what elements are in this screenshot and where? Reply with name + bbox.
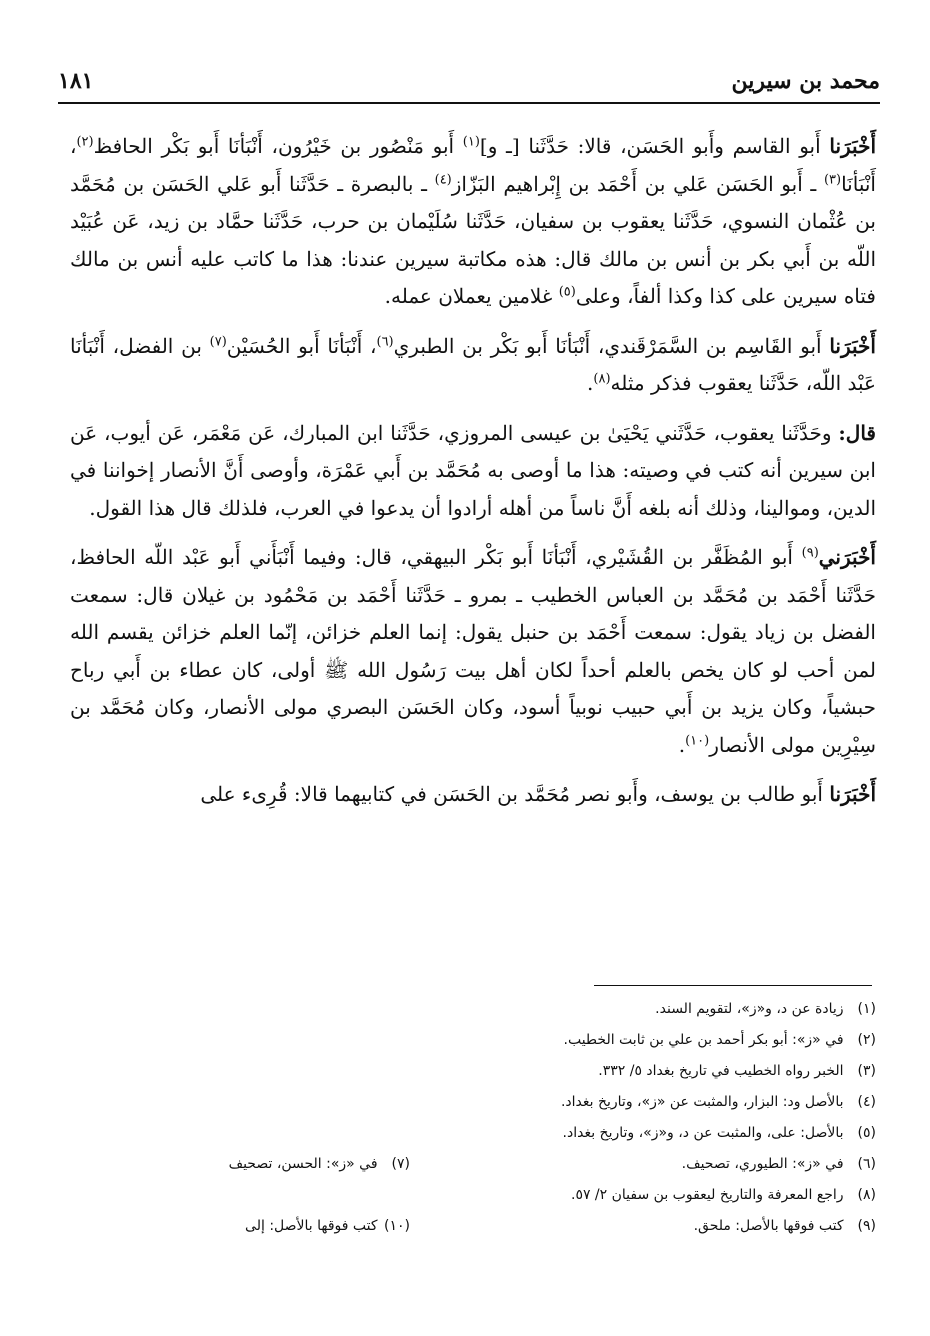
footnotes [80, 994, 876, 1242]
page-number: ١٨١ [58, 68, 94, 94]
footnote-rule [594, 985, 872, 986]
paragraph-text: أَبو طالب بن يوسف، وأَبو نصر مُحَمَّد بن الحَسَن في كتابيهما قالا: قُرِىء على [200, 782, 830, 806]
paragraph [70, 776, 876, 814]
main-text [70, 128, 876, 826]
footnote-text: زيادة عن د، و«ز»، لتقويم السند. [655, 1001, 848, 1017]
footnote [80, 1025, 876, 1056]
footnote-text: في «ز»: الطيوري، تصحيف. [681, 1156, 848, 1172]
footnote-number: (٣) [857, 1063, 876, 1079]
footnote [80, 994, 876, 1025]
page-header [58, 66, 880, 96]
footnote-reference: (١) [462, 134, 480, 150]
footnote-text: كتب فوقها بالأصل: إلى [245, 1218, 382, 1234]
paragraph-lead: قال: [838, 420, 876, 445]
footnote [80, 1180, 876, 1211]
paragraph-text: بن الفضل، أَنْبَأنَا عَبْد اللّه، حَدَّثَنا يعقوب فذكر مثله [70, 333, 876, 395]
footnote-number: (٦) [857, 1156, 876, 1172]
paragraph-text: أَبو مَنْصُور بن خَيْرُون، أَنْبَأنَا أَبو بَكْر الحافظ [93, 134, 463, 158]
footnote-secondary [80, 1149, 410, 1180]
footnote-number: (٨) [857, 1187, 876, 1203]
footnote-number: (٢) [857, 1032, 876, 1048]
paragraph [70, 539, 876, 764]
footnote-number: (١٠) [384, 1218, 410, 1234]
footnote [80, 1211, 876, 1242]
footnote-number: (٥) [857, 1125, 876, 1141]
footnote-text: الخبر رواه الخطيب في تاريخ بغداد ٥/ ٣٣٢. [598, 1063, 848, 1079]
paragraph-text: ـ أَبو الحَسَن عَلي بن أَحْمَد بن إِبْراهيم البَزّاز [451, 171, 824, 196]
paragraph-lead: أَخْبَرَنا [829, 134, 876, 158]
footnote [80, 1056, 876, 1087]
footnote-reference: (٧) [209, 333, 227, 349]
paragraph [70, 328, 876, 403]
footnote-text: راجع المعرفة والتاريخ ليعقوب بن سفيان ٢/ ٥٧. [570, 1187, 848, 1203]
footnote-number: (٩) [857, 1218, 876, 1234]
paragraph-text: وحَدَّثَنا يعقوب، حَدَّثَني يَحْيَىٰ بن عيسى المروزي، حَدَّثَنا ابن المبارك، عَن مَعْمَر، عَن أيوب، عَن ابن سيرين أنه كتب في وصيته: هذا ما أوصى به مُحَمَّد بن أَبي عَمْرَة، وأوصى أَنَّ الأنصار إخواننا في الدين، وموالينا، وذلك أنه بلغه أَنَّ ناساً من أهله أرادوا أن يدعوا في العرب، فلذلك قال هذا القول. [70, 420, 876, 520]
footnote [80, 1118, 876, 1149]
footnote-reference: (١٠) [685, 732, 710, 748]
paragraph-text: غلامين يعملان عمله. [384, 284, 559, 308]
paragraph [70, 128, 876, 316]
paragraph-text: أَبو القَاسِم بن السَّمَرْقَندي، أَنْبَأنَا أَبو بَكْر بن الطبري [393, 333, 830, 358]
footnote-text: في «ز»: الحسن، تصحيف [228, 1156, 382, 1172]
footnote-number: (٤) [857, 1094, 876, 1110]
paragraph-text: . [587, 371, 594, 395]
footnote-number: (١) [857, 1001, 876, 1017]
footnote-number: (٧) [391, 1156, 410, 1172]
footnote-reference: (٤) [434, 171, 452, 187]
running-title: محمد بن سيرين [731, 68, 880, 94]
footnote-text: بالأصل: على، والمثبت عن د، و«ز»، وتاريخ بغداد. [562, 1125, 848, 1141]
footnote-text: كتب فوقها بالأصل: ملحق. [693, 1218, 848, 1234]
footnote-text: بالأصل ود: البزار، والمثبت عن «ز»، وتاريخ بغداد. [560, 1094, 848, 1110]
paragraph-lead: أَخْبَرَنا [829, 333, 876, 358]
footnote [80, 1087, 876, 1118]
paragraph-text: أَبو المُظَفَّر بن القُشَيْري، أَنْبَأنَا أَبو بَكْر البيهقي، قال: وفيما أَنْبَأَني أَبو عَبْد اللّه الحافظ، حَدَّثَنا أَحْمَد بن مُحَمَّد بن العباس الخطيب ـ بمرو ـ حَدَّثَنا أَحْمَد بن مَحْمُود بن غيلان قال: سمعت الفضل بن زياد يقول: سمعت أَحْمَد بن حنبل يقول: إنما العلم خزائن، إنّما العلم خزائن يقسم الله لمن أحب لو كان يخص بالعلم أحداً لكان أهل بيت رَسُول الله ﷺ أولى، كان عطاء بن أَبي رباح حبشياً، وكان يزيد بن أَبي حبيب نوبياً أسود، وكان الحَسَن البصري مولى الأنصار، وكان مُحَمَّد بن سِيْرِين مولى الأنصار [70, 545, 876, 757]
footnote-reference: (٥) [558, 284, 576, 300]
paragraph [70, 415, 876, 528]
paragraph-lead: أَخْبَرَنا [829, 782, 876, 806]
header-rule [58, 102, 880, 104]
footnote-reference: (٦) [376, 333, 394, 349]
paragraph-lead: أَخْبَرَني [818, 545, 876, 569]
paragraph-text: ، أَنْبَأنَا أَبو الحُسَيْن [226, 333, 377, 358]
footnote-reference: (٩) [801, 545, 819, 561]
footnote-reference: (٢) [76, 134, 94, 150]
footnote-reference: (٣) [823, 171, 842, 187]
paragraph-text: . [678, 732, 686, 757]
footnote-text: في «ز»: أبو بكر أحمد بن علي بن ثابت الخطيب. [563, 1032, 848, 1048]
footnote-secondary [80, 1211, 410, 1242]
paragraph-text: أَبو القاسم وأَبو الحَسَن، قالا: حَدَّثَنا [ـ و] [479, 134, 830, 158]
footnote-reference: (٨) [593, 371, 611, 387]
paragraph-text: ـ بالبصرة ـ حَدَّثَنا أَبو عَلي الحَسَن بن مُحَمَّد بن عُثْمان النسوي، حَدَّثَنا يعقوب بن سفيان، حَدَّثَنا سُلَيْمان بن حرب، حَدَّثَنا حمَّاد بن زيد، عَن عُبَيْد اللّه بن أَبي بكر بن أنس بن مالك قال: هذه مكاتبة سيرين عندنا: هذا ما كاتب عليه أنس بن مالك فتاه سيرين على كذا وكذا ألفاً، وعلى [70, 171, 876, 308]
paragraph-text: ، أَنْبَأنَا [70, 134, 876, 196]
footnote [80, 1149, 876, 1180]
